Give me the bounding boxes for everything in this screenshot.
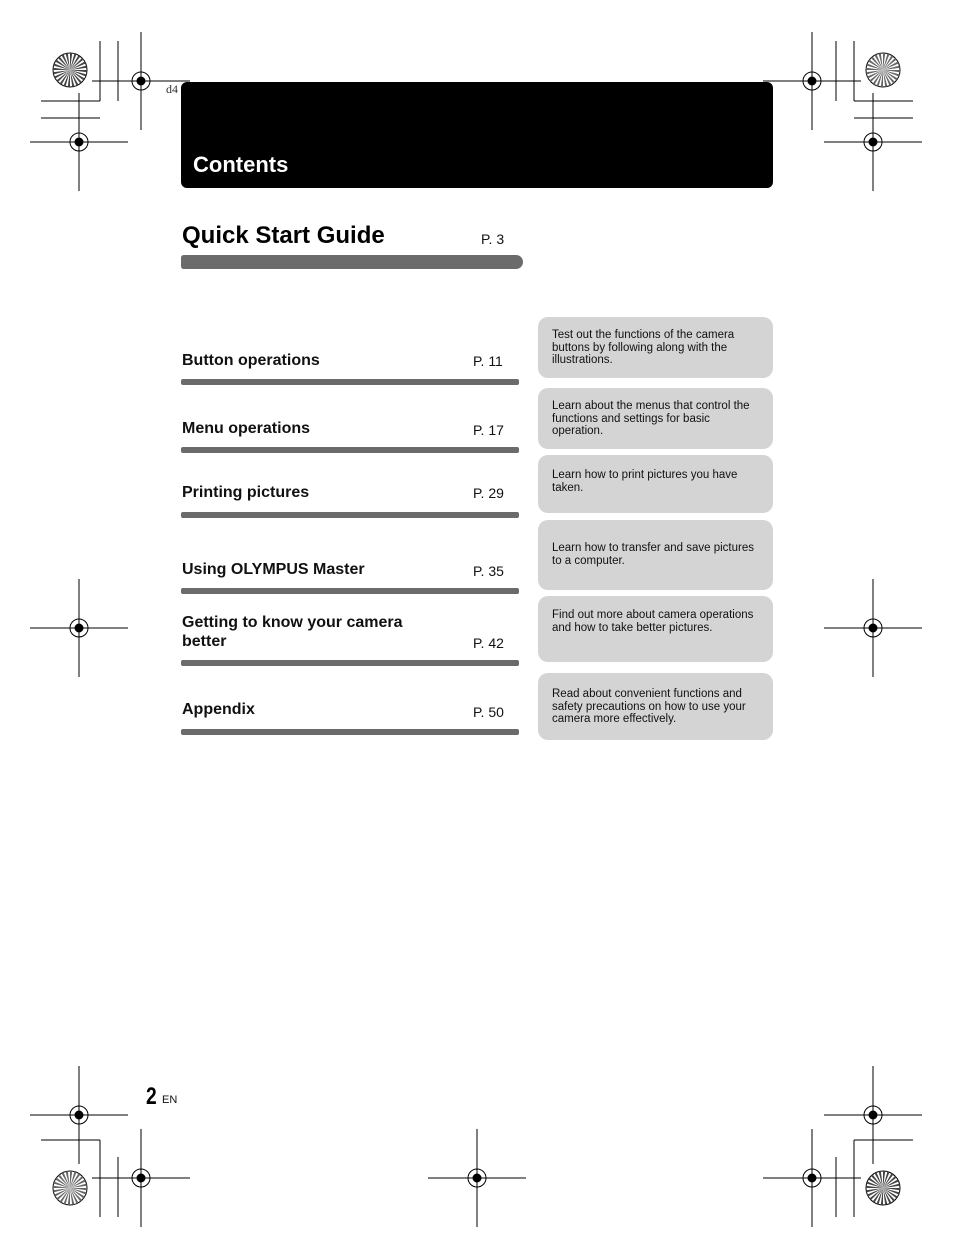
section-description-box xyxy=(538,317,773,378)
section-title[interactable]: Getting to know your camera better xyxy=(182,614,403,650)
section-description-box xyxy=(538,673,773,740)
section-title[interactable]: Using OLYMPUS Master xyxy=(182,561,365,578)
section-bar xyxy=(181,379,519,385)
section-description-box xyxy=(538,455,773,513)
section-description-box xyxy=(538,596,773,662)
section-description: Read about convenient functions and safety precautions on how to use your camera more effectively. xyxy=(552,688,746,725)
language-code: EN xyxy=(162,1094,178,1106)
section-description: Learn how to transfer and save pictures to a computer. xyxy=(552,542,755,567)
section-title[interactable]: Printing pictures xyxy=(182,484,310,501)
quick-start-page[interactable]: P. 3 xyxy=(481,231,505,247)
page-title: Contents xyxy=(193,152,289,177)
section-description: Test out the functions of the camera buttons by following along with the illustrations. xyxy=(552,329,735,366)
section-title[interactable]: Menu operations xyxy=(182,420,311,437)
page-number: 2 xyxy=(146,1083,157,1110)
section-page[interactable]: P. 50 xyxy=(473,704,504,720)
quick-start-title[interactable]: Quick Start Guide xyxy=(182,222,385,249)
section-bar xyxy=(181,512,519,518)
quick-start-bar xyxy=(181,255,523,269)
section-description: Learn how to print pictures you have taken. xyxy=(552,469,738,494)
section-page[interactable]: P. 35 xyxy=(473,563,504,579)
section-description-box xyxy=(538,520,773,590)
section-title[interactable]: Appendix xyxy=(182,701,255,718)
section-description: Learn about the menus that control the functions and settings for basic operation. xyxy=(552,400,750,437)
section-bar xyxy=(181,447,519,453)
section-bar xyxy=(181,729,519,735)
section-page[interactable]: P. 42 xyxy=(473,635,504,651)
section-bar xyxy=(181,660,519,666)
section-page[interactable]: P. 11 xyxy=(473,353,503,369)
section-page[interactable]: P. 29 xyxy=(473,485,504,501)
section-page[interactable]: P. 17 xyxy=(473,422,504,438)
section-description-box xyxy=(538,388,773,449)
section-title[interactable]: Button operations xyxy=(182,352,320,369)
file-slug: d4 xyxy=(166,82,178,96)
section-bar xyxy=(181,588,519,594)
section-description: Find out more about camera operations and how to take better pictures. xyxy=(552,609,754,634)
